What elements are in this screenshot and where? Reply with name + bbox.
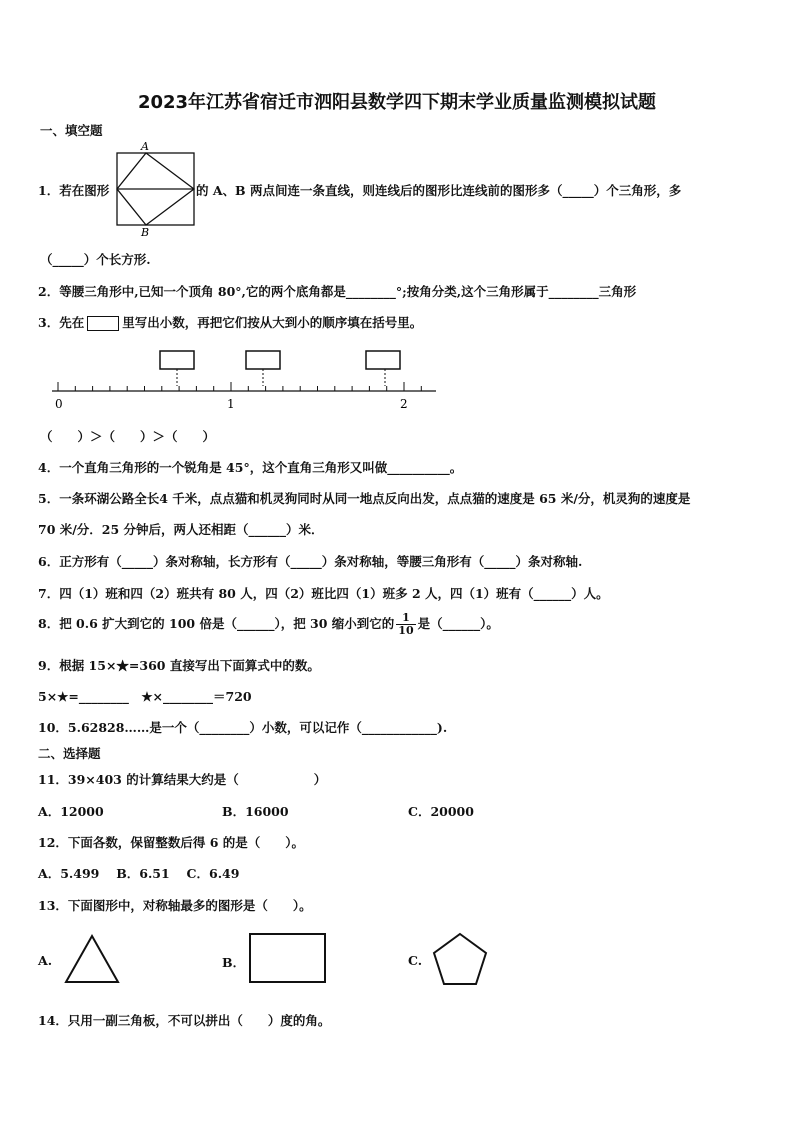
question-12: 12．下面各数，保留整数后得 6 的是（ ）。 — [38, 835, 305, 850]
question-10: 10．5.62828……是一个（________）小数，可以记作（____________). — [38, 720, 448, 735]
page-title: 2023年江苏省宿迁市泗阳县数学四下期末学业质量监测模拟试题 — [137, 92, 657, 113]
tick-label-2: 2 — [400, 397, 408, 411]
question-13: 13．下面图形中，对称轴最多的图形是（ ）。 — [38, 898, 312, 913]
question-2: 2．等腰三角形中,已知一个顶角 80°,它的两个底角都是________°;按角分类,这个三角形属于________三角形 — [38, 284, 637, 299]
option-13-c: C. — [408, 953, 423, 968]
question-9: 9．根据 15×★=360 直接写出下面算式中的数。 — [38, 658, 320, 673]
answer-box-1 — [160, 351, 194, 369]
question-8: 8．把 0.6 扩大到它的 100 倍是（______），把 30 缩小到它的 $\frac{1}{10}$ 是（______）。 — [38, 611, 499, 637]
fraction: $\frac{1}{10}$ — [398, 611, 414, 637]
q1-figure — [116, 140, 196, 239]
rectangle-shape — [248, 932, 328, 984]
question-4: 4．一个直角三角形的一个锐角是 45°，这个直角三角形又叫做__________。 — [38, 460, 463, 475]
question-5-line2: 70 米/分．25 分钟后，两人还相距（______）米． — [38, 522, 324, 537]
question-5: 5．一条环湖公路全长4 千米，点点猫和机灵狗同时从同一地点反向出发，点点猫的速度是 65 米/分，机灵狗的速度是 — [38, 491, 691, 506]
option-11-c: C．20000 — [408, 804, 474, 819]
question-9-line2: 5×★=________ ★×________＝720 — [38, 689, 252, 704]
question-3: 3．先在 里写出小数，再把它们按从大到小的顺序填在括号里。 — [38, 315, 423, 330]
tick-label-0: 0 — [55, 397, 63, 411]
label-a: A — [141, 140, 149, 153]
question-1: 1．若在图形 — [38, 183, 110, 198]
question-1-line2: （_____）个长方形. — [40, 252, 151, 267]
question-1-text: 的 A、B 两点间连一条直线，则连线后的图形比连线前的图形多（_____）个三角形，多 — [196, 183, 682, 198]
question-3-order: （ ）＞（ ）＞（ ） — [40, 429, 216, 444]
option-13-b: B． — [222, 955, 246, 970]
question-6: 6．正方形有（_____）条对称轴，长方形有（_____）条对称轴，等腰三角形有（_____）条对称轴. — [38, 554, 583, 569]
answer-box-2 — [246, 351, 280, 369]
option-11-a: A．12000 — [38, 804, 104, 819]
question-14: 14．只用一副三角板，不可以拼出（ ）度的角。 — [38, 1013, 331, 1028]
options-12: A．5.499 B．6.51 C．6.49 — [38, 866, 240, 881]
number-line — [50, 348, 440, 410]
pentagon-shape — [430, 931, 490, 987]
question-7: 7．四（1）班和四（2）班共有 80 人，四（2）班比四（1）班多 2 人，四（1）班有（______）人。 — [38, 586, 609, 601]
option-13-a: A. — [38, 953, 53, 968]
option-11-b: B．16000 — [222, 804, 289, 819]
section-choice: 二、选择题 — [38, 746, 101, 761]
label-b: B — [141, 226, 150, 239]
answer-box-icon — [87, 316, 119, 331]
triangle-shape — [64, 934, 120, 984]
answer-box-3 — [366, 351, 400, 369]
question-11: 11．39×403 的计算结果大约是（ ） — [38, 772, 327, 787]
section-fill-blank: 一、填空题 — [40, 123, 103, 138]
tick-label-1: 1 — [227, 397, 235, 411]
